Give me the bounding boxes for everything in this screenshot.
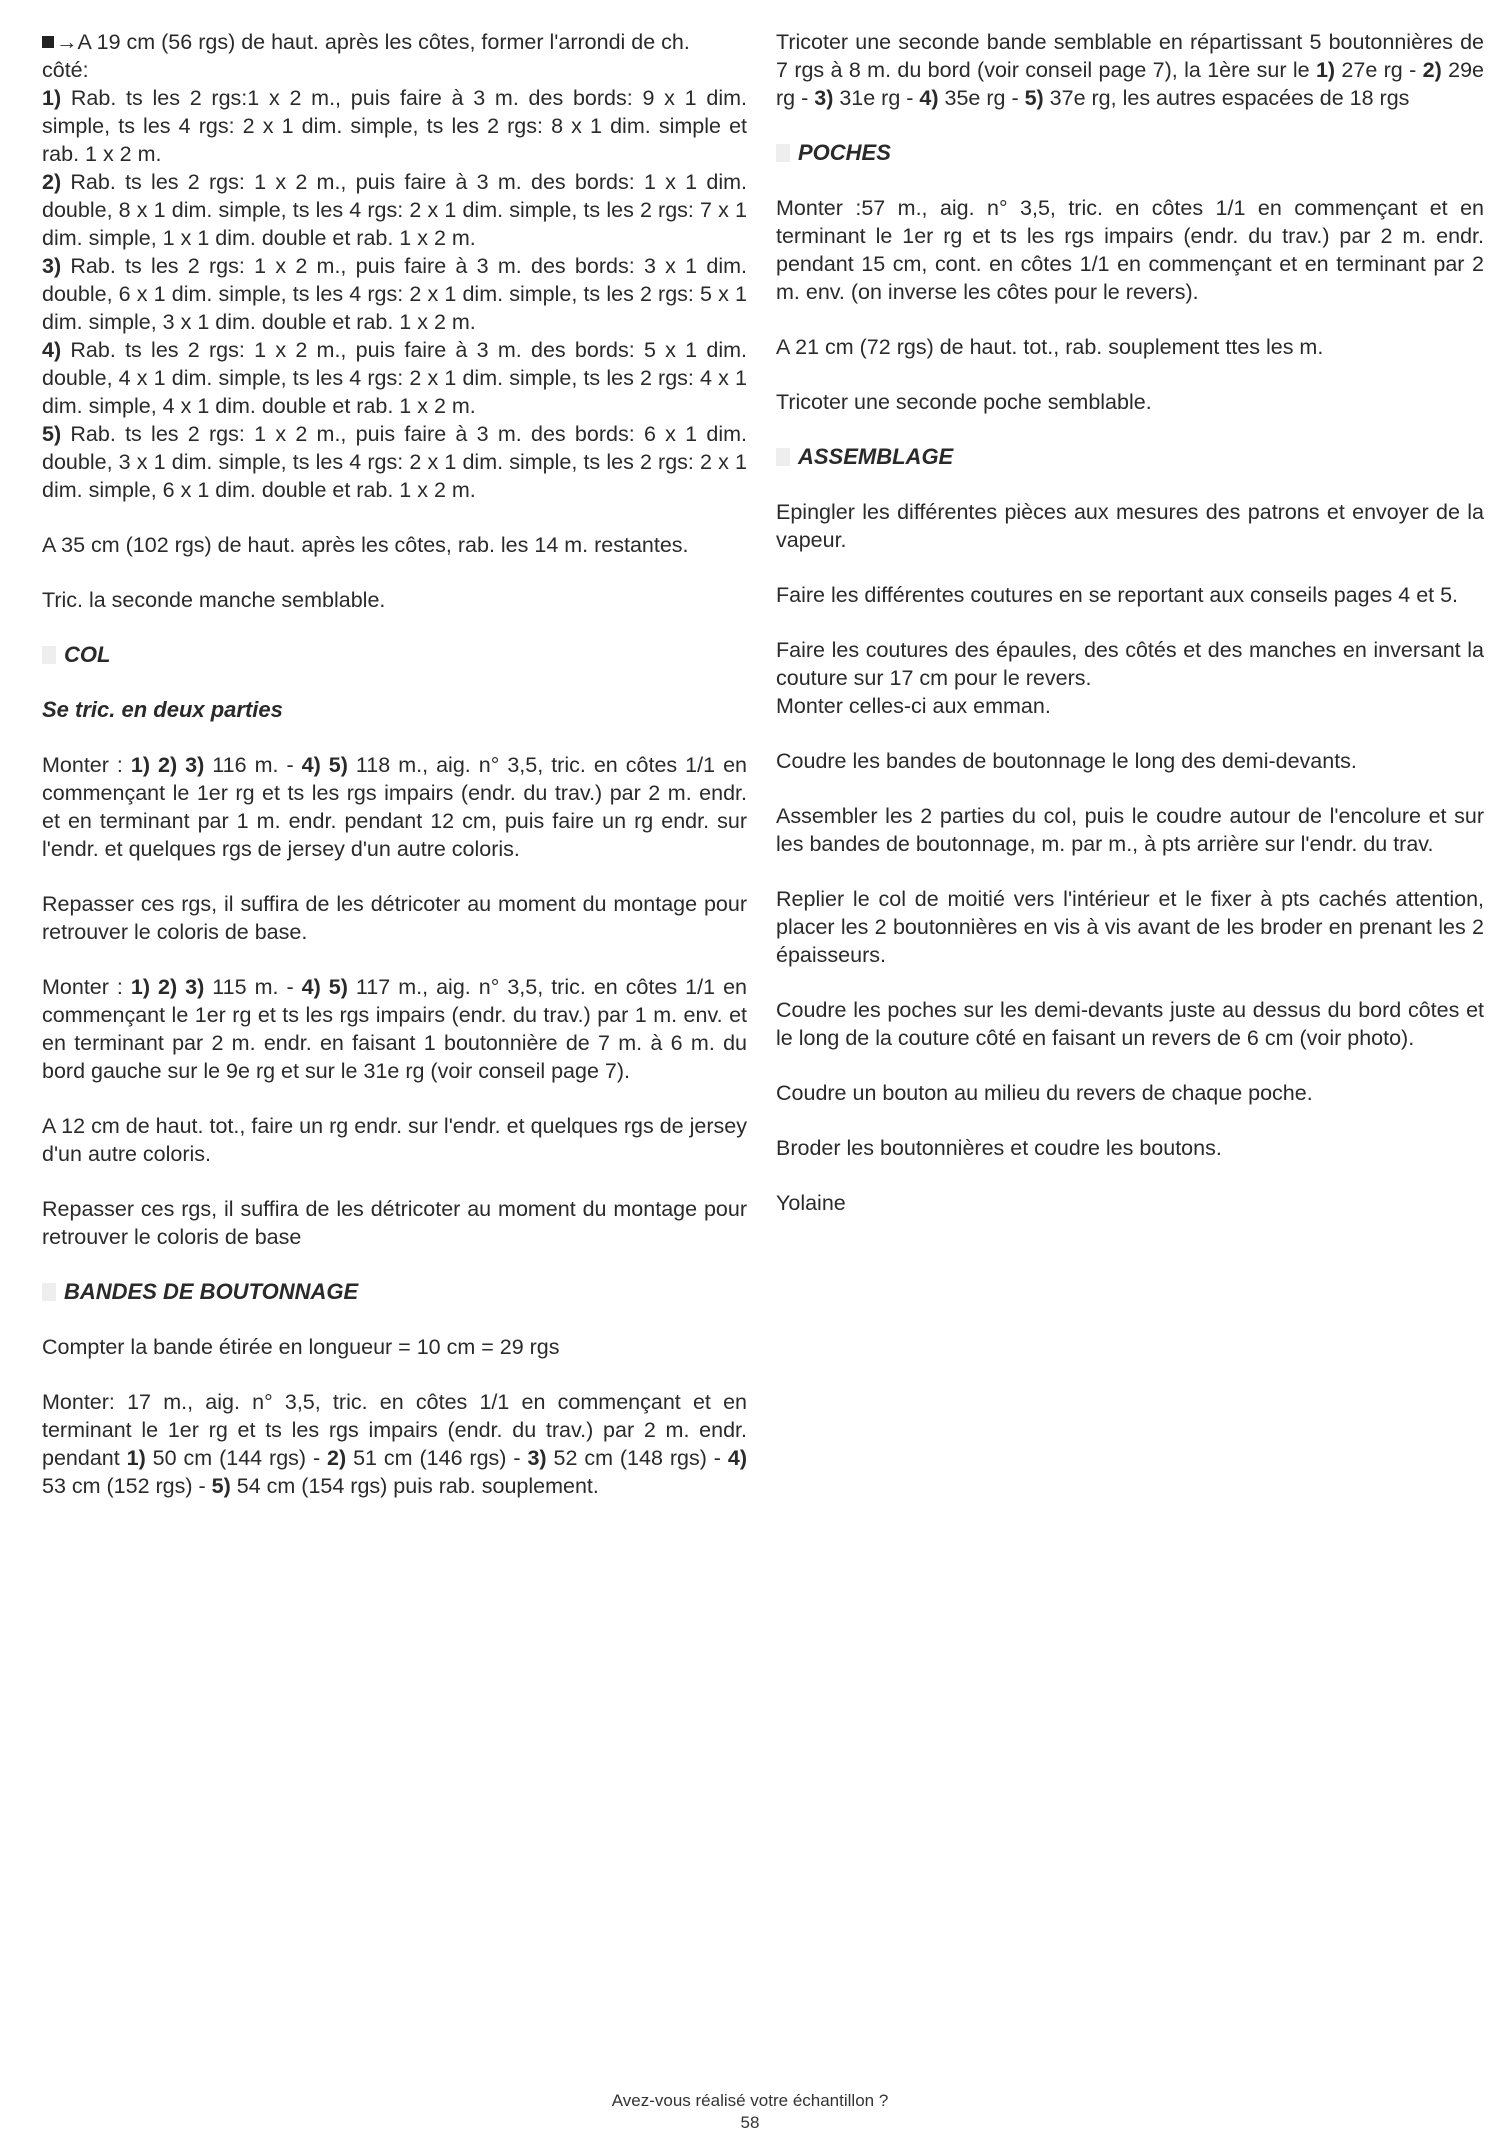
assemblage-paragraph-9: Broder les boutonnières et coudre les boutons.: [776, 1136, 1222, 1160]
heading-square-icon: [776, 448, 790, 466]
page-number: 58: [740, 2113, 760, 2132]
heading-square-icon: [42, 1283, 56, 1301]
col-paragraph-5: Repasser ces rgs, il suffira de les détricoter au moment du montage pour retrouver le coloris de base: [42, 1197, 747, 1249]
section-heading-col: COL: [42, 641, 747, 669]
size-2-paragraph: 2) Rab. ts les 2 rgs: 1 x 2 m., puis faire à 3 m. des bords: 1 x 1 dim. double, 8 x 1 dim. simple, ts les 4 rgs: 2 x 1 dim. simple, ts les 2 rgs: 7 x 1 dim. simple, 1 x 1 dim. double et rab. 1 x 2 m.: [42, 170, 747, 250]
heading-square-icon: [42, 646, 56, 664]
poches-paragraph-3: Tricoter une seconde poche semblable.: [776, 390, 1152, 414]
size-5-paragraph: 5) Rab. ts les 2 rgs: 1 x 2 m., puis faire à 3 m. des bords: 6 x 1 dim. double, 3 x 1 dim. simple, ts les 4 rgs: 2 x 1 dim. simple, ts les 2 rgs: 2 x 1 dim. simple, 6 x 1 dim. double et rab. 1 x 2 m.: [42, 422, 747, 502]
bandes-paragraph-1: Compter la bande étirée en longueur = 10 cm = 29 rgs: [42, 1335, 560, 1359]
size-3-paragraph: 3) Rab. ts les 2 rgs: 1 x 2 m., puis faire à 3 m. des bords: 3 x 1 dim. double, 6 x 1 dim. simple, ts les 4 rgs: 2 x 1 dim. simple, ts les 2 rgs: 5 x 1 dim. simple, 3 x 1 dim. double et rab. 1 x 2 m.: [42, 254, 747, 334]
col-paragraph-4: A 12 cm de haut. tot., faire un rg endr. sur l'endr. et quelques rgs de jersey d'un autre coloris.: [42, 1114, 747, 1166]
assemblage-paragraph-5: Assembler les 2 parties du col, puis le coudre autour de l'encolure et sur les bandes de boutonnage, m. par m., à pts arrière sur l'endr. du trav.: [776, 804, 1484, 856]
signature: Yolaine: [776, 1191, 846, 1215]
heading-square-icon: [776, 144, 790, 162]
assemblage-paragraph-6: Replier le col de moitié vers l'intérieur et le fixer à pts cachés attention, placer les 2 boutonnières en vis à vis avant de les broder en prenant les 2 épaisseurs.: [776, 887, 1484, 967]
col-paragraph-2: Repasser ces rgs, il suffira de les détricoter au moment du montage pour retrouver le coloris de base.: [42, 892, 747, 944]
paragraph-seconde-manche: Tric. la seconde manche semblable.: [42, 588, 386, 612]
col-subheading: Se tric. en deux parties: [42, 697, 283, 722]
size-1-paragraph: 1) Rab. ts les 2 rgs:1 x 2 m., puis faire à 3 m. des bords: 9 x 1 dim. simple, ts les 4 rgs: 2 x 1 dim. simple, ts les 2 rgs: 8 x 1 dim. simple et rab. 1 x 2 m.: [42, 86, 747, 166]
assemblage-paragraph-8: Coudre un bouton au milieu du revers de chaque poche.: [776, 1081, 1313, 1105]
size-4-paragraph: 4) Rab. ts les 2 rgs: 1 x 2 m., puis faire à 3 m. des bords: 5 x 1 dim. double, 4 x 1 dim. simple, ts les 4 rgs: 2 x 1 dim. simple, ts les 2 rgs: 4 x 1 dim. simple, 4 x 1 dim. double et rab. 1 x 2 m.: [42, 338, 747, 418]
col-paragraph-3: Monter : 1) 2) 3) 115 m. - 4) 5) 117 m., aig. n° 3,5, tric. en côtes 1/1 en commençant le 1er rg et ts les rgs impairs (endr. du trav.) par 1 m. env. et en terminant par 2 m. endr. en faisant 1 boutonnière de 7 m. à 6 m. du bord gauche sur le 9e rg et sur le 31e rg (voir conseil page 7).: [42, 975, 747, 1083]
assemblage-paragraph-2: Faire les différentes coutures en se reportant aux conseils pages 4 et 5.: [776, 583, 1459, 607]
black-square-arrow-icon: →: [42, 30, 78, 54]
left-column: [42, 28, 747, 1500]
col-paragraph-1: Monter : 1) 2) 3) 116 m. - 4) 5) 118 m., aig. n° 3,5, tric. en côtes 1/1 en commençant le 1er rg et ts les rgs impairs (endr. du trav.) par 2 m. endr. et en terminant par 1 m. endr. pendant 12 cm, puis faire un rg endr. sur l'endr. et quelques rgs de jersey d'un autre coloris.: [42, 753, 747, 861]
bandes-paragraph-2: Monter: 17 m., aig. n° 3,5, tric. en côtes 1/1 en commençant et en terminant le 1er rg et ts les rgs impairs (endr. du trav.) par 2 m. endr. pendant 1) 50 cm (144 rgs) - 2) 51 cm (146 rgs) - 3) 52 cm (148 rgs) - 4) 53 cm (152 rgs) - 5) 54 cm (154 rgs) puis rab. souplement.: [42, 1390, 747, 1498]
assemblage-paragraph-1: Epingler les différentes pièces aux mesures des patrons et envoyer de la vapeur.: [776, 500, 1484, 552]
assemblage-paragraph-4: Coudre les bandes de boutonnage le long des demi-devants.: [776, 749, 1357, 773]
right-column: [776, 28, 1484, 1217]
poches-paragraph-2: A 21 cm (72 rgs) de haut. tot., rab. souplement ttes les m.: [776, 335, 1324, 359]
section-heading-assemblage: ASSEMBLAGE: [776, 443, 1484, 471]
section-heading-bandes: BANDES DE BOUTONNAGE: [42, 1278, 747, 1306]
assemblage-paragraph-7: Coudre les poches sur les demi-devants juste au dessus du bord côtes et le long de la couture côté en faisant un revers de 6 cm (voir photo).: [776, 998, 1484, 1050]
paragraph-35cm: A 35 cm (102 rgs) de haut. après les côtes, rab. les 14 m. restantes.: [42, 533, 689, 557]
section-heading-poches: POCHES: [776, 139, 1484, 167]
intro-paragraph: →A 19 cm (56 rgs) de haut. après les côtes, former l'arrondi de ch. côté:: [42, 30, 690, 82]
assemblage-paragraph-3: Faire les coutures des épaules, des côtés et des manches en inversant la couture sur 17 cm pour le revers. Monter celles-ci aux emman.: [776, 638, 1484, 718]
poches-paragraph-1: Monter :57 m., aig. n° 3,5, tric. en côtes 1/1 en commençant et en terminant le 1er rg et ts les rgs impairs (endr. du trav.) par 2 m. endr. pendant 15 cm, cont. en côtes 1/1 en commençant et en terminant par 2 m. env. (on inverse les côtes pour le revers).: [776, 196, 1484, 304]
tricoter-paragraph: Tricoter une seconde bande semblable en répartissant 5 boutonnières de 7 rgs à 8 m. du bord (voir conseil page 7), la 1ère sur le 1) 27e rg - 2) 29e rg - 3) 31e rg - 4) 35e rg - 5) 37e rg, les autres espacées de 18 rgs: [776, 30, 1484, 110]
footer-note: Avez-vous réalisé votre échantillon ?: [611, 2091, 889, 2110]
